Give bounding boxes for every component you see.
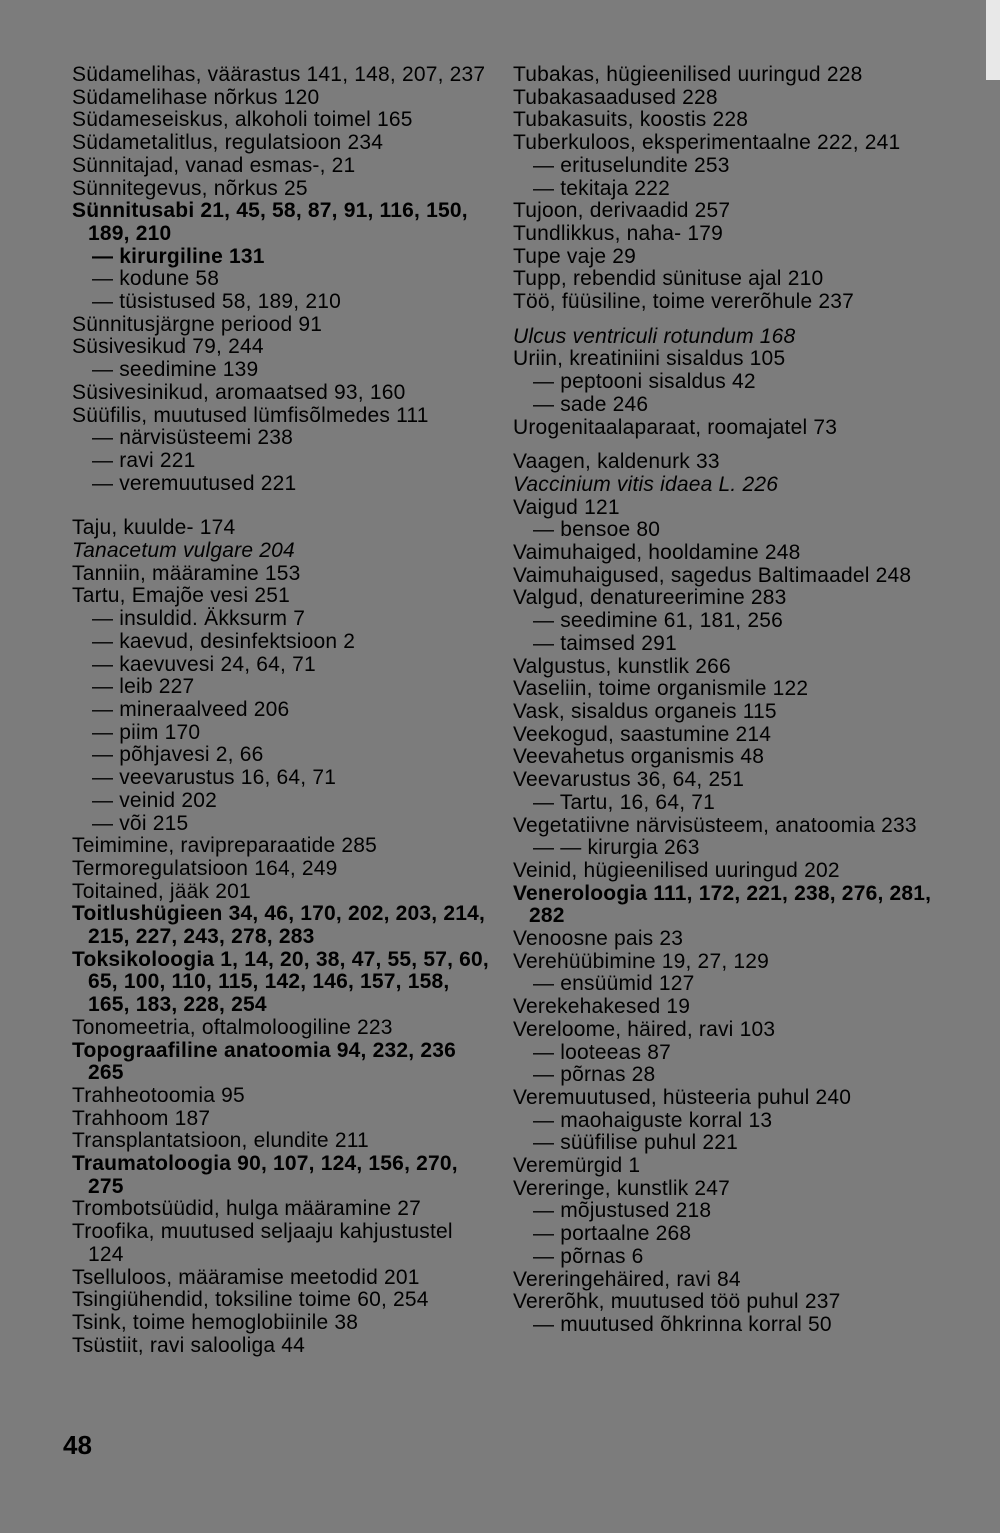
index-entry: Südamelihas, väärastus 141, 148, 207, 237	[72, 63, 486, 86]
index-entry: Sünnitusjärgne periood 91	[72, 312, 323, 336]
section-gap	[513, 314, 933, 326]
index-entry: Südameseiskus, alkoholi toimel 165	[72, 108, 413, 132]
page-number: 48	[63, 1430, 92, 1460]
index-entry: Tupp, rebendid sünituse ajal 210	[513, 267, 824, 291]
index-entry: Taju, kuulde- 174	[72, 516, 236, 540]
index-entry: — kaevud, desinfektsioon 2	[92, 629, 356, 653]
index-entry: Toksikoloogia 1, 14, 20, 38, 47, 55, 57, 60, 65, 100, 110, 115, 142, 146, 157, 158, 165, 183, 228, 254	[72, 947, 489, 1017]
index-entry: Vererõhk, muutused töö puhul 237	[513, 1290, 841, 1314]
index-entry: Tsüstiit, ravi salooliga 44	[72, 1333, 306, 1357]
index-entry: — insuldid. Äkksurm 7	[92, 607, 306, 631]
index-entry: Tartu, Emajõe vesi 251	[72, 584, 291, 608]
index-entry: Tupe vaje 29	[513, 244, 637, 268]
index-entry: — ravi 221	[92, 448, 196, 472]
index-entry: Vaimuhaigused, sagedus Baltimaadel 248	[513, 563, 912, 587]
index-entry: Teimimine, ravipreparaatide 285	[72, 834, 378, 858]
index-entry: Trahheotoomia 95	[72, 1083, 245, 1107]
index-entry: Vask, sisaldus organeis 115	[513, 699, 777, 723]
index-entry: Vaseliin, toime organismile 122	[513, 677, 809, 701]
index-entry: Sünnitegevus, nõrkus 25	[72, 176, 308, 200]
index-entry: Trombotsüüdid, hulga määramine 27	[72, 1197, 422, 1221]
index-entry: — muutused õhkrinna korral 50	[533, 1312, 832, 1336]
index-entry: Veekogud, saastumine 214	[513, 722, 772, 746]
index-entry: — peptooni sisaldus 42	[533, 370, 756, 394]
index-entry: Troofika, muutused seljaaju kahjustustel 124	[72, 1220, 453, 1266]
index-entry: Valgustus, kunstlik 266	[513, 654, 731, 678]
index-entry: Veremürgid 1	[513, 1154, 641, 1178]
index-entry: Veinid, hügieenilised uuringud 202	[513, 858, 840, 882]
index-entry: — närvisüsteemi 238	[92, 426, 294, 450]
index-entry: Sünnitusabi 21, 45, 58, 87, 91, 116, 150, 189, 210	[72, 199, 468, 245]
index-entry: Trahhoom 187	[72, 1106, 211, 1130]
right-index-column	[513, 64, 933, 1337]
index-entry: Sünnitajad, vanad esmas-, 21	[72, 153, 356, 177]
index-entry: Vaimuhaiged, hooldamine 248	[513, 541, 801, 565]
index-entry: — sade 246	[533, 392, 649, 416]
index-entry: Tujoon, derivaadid 257	[513, 199, 731, 223]
index-entry: — piim 170	[92, 720, 201, 744]
index-entry: Verekehakesed 19	[513, 995, 691, 1019]
index-entry: Südamelihase nõrkus 120	[72, 85, 320, 109]
index-entry: — looteeas 87	[533, 1040, 672, 1064]
index-entry: — Tartu, 16, 64, 71	[533, 790, 716, 814]
index-entry: Süüfilis, muutused lümfisõlmedes 111	[72, 403, 429, 427]
index-entry: — veremuutused 221	[92, 471, 297, 495]
index-entry: — põrnas 28	[533, 1063, 656, 1087]
index-entry: — taimsed 291	[533, 631, 677, 655]
index-entry: Tuberkuloos, eksperimentaalne 222, 241	[513, 131, 901, 155]
index-entry: — maohaiguste korral 13	[533, 1108, 773, 1132]
index-entry: Veevarustus 36, 64, 251	[513, 768, 745, 792]
index-entry: Veremuutused, hüsteeria puhul 240	[513, 1085, 852, 1109]
index-entry: Vereringe, kunstlik 247	[513, 1176, 731, 1200]
index-entry: Vegetatiivne närvisüsteem, anatoomia 233	[513, 813, 917, 837]
index-entry: Venoosne pais 23	[513, 927, 684, 951]
index-entry: — kirurgiline 131	[92, 244, 265, 268]
index-entry: — kaevuvesi 24, 64, 71	[92, 652, 316, 676]
index-entry: Süsivesikud 79, 244	[72, 335, 264, 359]
page-edge	[986, 0, 1000, 80]
index-entry: Veneroloogia 111, 172, 221, 238, 276, 281, 282	[513, 881, 932, 928]
index-entry: Vaccinium vitis idaea L. 226	[513, 472, 779, 496]
index-entry: — erituselundite 253	[533, 153, 730, 177]
index-entry: Tubakas, hügieenilised uuringud 228	[513, 63, 863, 86]
index-entry: — bensoe 80	[533, 518, 661, 542]
index-entry: Ulcus ventriculi rotundum 168	[513, 324, 796, 348]
index-entry: Toitained, jääk 201	[72, 879, 251, 903]
index-entry: — seedimine 61, 181, 256	[533, 609, 783, 633]
index-entry: Tsink, toime hemoglobiinile 38	[72, 1310, 359, 1334]
index-entry: — leib 227	[92, 675, 195, 699]
index-entry: Transplantatsioon, elundite 211	[72, 1129, 369, 1153]
index-entry: Topograafiline anatoomia 94, 232, 236 265	[72, 1038, 456, 1085]
index-entry: — kodune 58	[92, 267, 220, 291]
index-entry: — põrnas 6	[533, 1244, 644, 1268]
index-entry: Termoregulatsioon 164, 249	[72, 856, 338, 880]
index-entry: Tubakasuits, koostis 228	[513, 108, 749, 132]
index-entry: Veevahetus organismis 48	[513, 745, 765, 769]
index-entry: — — kirurgia 263	[533, 836, 700, 860]
index-entry: — portaalne 268	[533, 1222, 692, 1246]
index-entry: Verehüübimine 19, 27, 129	[513, 949, 770, 973]
index-entry: Südametalitlus, regulatsioon 234	[72, 131, 384, 155]
index-entry: Valgud, denatureerimine 283	[513, 586, 787, 610]
index-entry: Tanacetum vulgare 204	[72, 539, 295, 563]
index-entry: — tüsistused 58, 189, 210	[92, 290, 341, 314]
section-gap	[72, 495, 492, 517]
index-entry: — või 215	[92, 811, 189, 835]
index-entry: — mõjustused 218	[533, 1199, 712, 1223]
index-entry: Toitlushügieen 34, 46, 170, 202, 203, 214, 215, 227, 243, 278, 283	[72, 902, 486, 949]
index-entry: Uriin, kreatiniini sisaldus 105	[513, 347, 786, 371]
index-entry: — süüfilise puhul 221	[533, 1131, 738, 1155]
index-entry: Töö, füüsiline, toime vererõhule 237	[513, 290, 855, 314]
index-entry: Tanniin, määramine 153	[72, 561, 301, 585]
left-index-column	[72, 64, 492, 1357]
index-entry: — veinid 202	[92, 788, 217, 812]
index-entry: Tonomeetria, oftalmoloogiline 223	[72, 1015, 393, 1039]
index-entry: — põhjavesi 2, 66	[92, 743, 264, 767]
index-entry: — tekitaja 222	[533, 176, 671, 200]
index-entry: Tselluloos, määramise meetodid 201	[72, 1265, 420, 1289]
index-entry: Tundlikkus, naha- 179	[513, 221, 724, 245]
index-entry: Tubakasaadused 228	[513, 85, 718, 109]
index-entry: — veevarustus 16, 64, 71	[92, 766, 337, 790]
index-entry: Tsingiühendid, toksiline toime 60, 254	[72, 1288, 429, 1312]
index-entry: — ensüümid 127	[533, 972, 695, 996]
index-entry: Urogenitaalaparaat, roomajatel 73	[513, 415, 838, 439]
index-entry: Vaigud 121	[513, 495, 620, 519]
index-entry: Süsivesinikud, aromaatsed 93, 160	[72, 380, 406, 404]
index-entry: Vereloome, häired, ravi 103	[513, 1017, 776, 1041]
index-entry: Traumatoloogia 90, 107, 124, 156, 270, 275	[72, 1152, 458, 1198]
index-entry: Vaagen, kaldenurk 33	[513, 450, 720, 474]
index-entry: — mineraalveed 206	[92, 697, 290, 721]
index-entry: Vereringehäired, ravi 84	[513, 1267, 741, 1291]
index-entry: — seedimine 139	[92, 358, 259, 382]
